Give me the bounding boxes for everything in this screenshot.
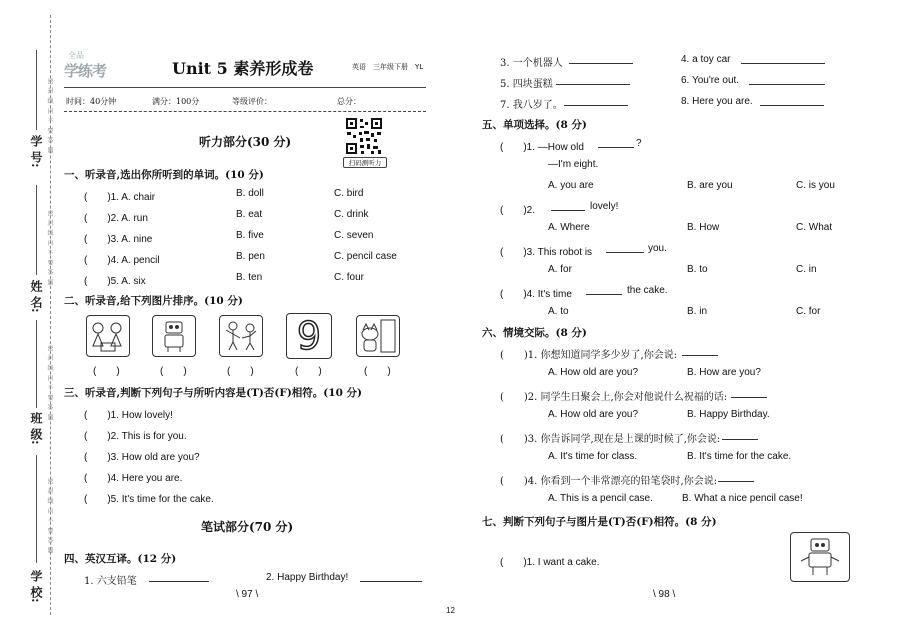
listening-title: 听力部分(30 分) bbox=[199, 135, 292, 149]
picture-children-dancing bbox=[219, 315, 263, 357]
s5-q1: ( )1. —How old bbox=[500, 142, 584, 153]
s6-q4-a: A. This is a pencil case. bbox=[548, 493, 653, 504]
s4-q7: 7. 我八岁了。 bbox=[500, 100, 563, 111]
s5-q2-b: B. How bbox=[687, 222, 720, 233]
score-info: 满分：100分 bbox=[152, 97, 200, 106]
written-title: 笔试部分(70 分) bbox=[201, 520, 294, 534]
s5-q3-tail: you. bbox=[648, 243, 667, 254]
s5-q4-blank[interactable] bbox=[586, 285, 622, 295]
s2-answer-1[interactable]: ( ) bbox=[93, 366, 120, 377]
id-write-line[interactable] bbox=[36, 50, 37, 130]
section7-heading: 七、判断下列句子与图片是(T)否(F)相符。(8 分) bbox=[482, 516, 717, 528]
s4-q5: 5. 四块蛋糕 bbox=[500, 79, 553, 90]
s4-q6-blank[interactable] bbox=[749, 75, 825, 85]
s1-q2-c: C. drink bbox=[334, 209, 369, 220]
s5-q2-tail: lovely! bbox=[590, 201, 619, 212]
s3-q5: ( )5. It's time for the cake. bbox=[84, 494, 214, 505]
s5-q1-a: A. you are bbox=[548, 180, 594, 191]
section2-heading: 二、听录音,给下列图片排序。(10 分) bbox=[64, 295, 243, 307]
s5-q4-a: A. to bbox=[548, 306, 569, 317]
s6-q2-b: B. Happy Birthday. bbox=[687, 409, 770, 420]
s1-q1-b: B. doll bbox=[236, 188, 264, 199]
seal-note: 密 封 线 内 不 要 答 题 bbox=[46, 345, 53, 422]
s6-q3: ( )3. 你告诉同学,现在是上课的时候了,你会说: bbox=[500, 434, 721, 445]
seal-note: 密 封 线 内 不 要 答 题 bbox=[46, 78, 53, 155]
s2-answer-2[interactable]: ( ) bbox=[160, 366, 187, 377]
s4-q6: 6. You're out. bbox=[681, 75, 740, 86]
s5-q1-blank[interactable] bbox=[598, 138, 634, 148]
seal-note: 密 封 线 内 不 要 答 题 bbox=[46, 478, 53, 555]
page-title: Unit 5 素养形成卷 bbox=[172, 59, 314, 78]
s6-q3-a: A. It's time for class. bbox=[548, 451, 638, 462]
subject-meta: 英语 三年级下册 YL bbox=[352, 63, 424, 71]
seal-note: 密 封 线 内 不 要 答 题 bbox=[46, 210, 53, 287]
s5-q4-b: B. in bbox=[687, 306, 708, 317]
s3-q3: ( )3. How old are you? bbox=[84, 452, 200, 463]
qr-code-icon[interactable] bbox=[344, 116, 384, 156]
binding-strip bbox=[0, 0, 58, 637]
s5-q3-c: C. in bbox=[796, 264, 817, 275]
name-write-line[interactable] bbox=[36, 185, 37, 275]
s2-answer-4[interactable]: ( ) bbox=[295, 366, 322, 377]
class-label: 班 级: bbox=[29, 412, 43, 445]
s5-q1-c: C. is you bbox=[796, 180, 835, 191]
s5-q2-a: A. Where bbox=[548, 222, 590, 233]
s5-q3-a: A. for bbox=[548, 264, 572, 275]
s5-q3: ( )3. This robot is bbox=[500, 247, 593, 258]
s6-q4-b: B. What a nice pencil case! bbox=[682, 493, 803, 504]
id-label: 学 号: bbox=[29, 135, 43, 168]
picture-children-party bbox=[86, 315, 130, 357]
grade-info: 等级评价： bbox=[232, 97, 272, 106]
s5-q2-blank[interactable] bbox=[551, 201, 585, 211]
s5-q1-b: B. are you bbox=[687, 180, 733, 191]
s4-q3-blank[interactable] bbox=[569, 54, 633, 64]
logo-main-text: 学练考 bbox=[64, 62, 107, 80]
picture-robot bbox=[152, 315, 196, 357]
s1-q3: ( )3. A. nine bbox=[84, 234, 153, 245]
left-page-number: \ 97 \ bbox=[236, 589, 259, 600]
s1-q5: ( )5. A. six bbox=[84, 276, 146, 287]
s6-q3-blank[interactable] bbox=[722, 430, 758, 440]
s4-q1: 1. 六支铅笔 bbox=[84, 576, 137, 587]
s6-q4-blank[interactable] bbox=[718, 472, 754, 482]
s1-q3-c: C. seven bbox=[334, 230, 374, 241]
s4-q5-blank[interactable] bbox=[556, 75, 630, 85]
picture-cat-at-door bbox=[356, 315, 400, 357]
school-write-line[interactable] bbox=[36, 455, 37, 563]
s1-q2-b: B. eat bbox=[236, 209, 263, 220]
s3-q1: ( )1. How lovely! bbox=[84, 410, 173, 421]
s5-q3-b: B. to bbox=[687, 264, 708, 275]
section4-heading: 四、英汉互译。(12 分) bbox=[64, 553, 177, 565]
s5-q4-c: C. for bbox=[796, 306, 821, 317]
s1-q4-b: B. pen bbox=[236, 251, 265, 262]
s1-q1: ( )1. A. chair bbox=[84, 192, 156, 203]
s5-q2-c: C. What bbox=[796, 222, 833, 233]
logo bbox=[64, 50, 114, 78]
s3-q4: ( )4. Here you are. bbox=[84, 473, 183, 484]
s6-q1: ( )1. 你想知道同学多少岁了,你会说: bbox=[500, 350, 678, 361]
s2-answer-5[interactable]: ( ) bbox=[364, 366, 391, 377]
s4-q2: 2. Happy Birthday! bbox=[266, 572, 349, 583]
s2-answer-3[interactable]: ( ) bbox=[227, 366, 254, 377]
s5-q4: ( )4. It's time bbox=[500, 289, 572, 300]
s6-q3-b: B. It's time for the cake. bbox=[687, 451, 792, 462]
s1-q5-c: C. four bbox=[334, 272, 365, 283]
number-nine: 9 bbox=[296, 314, 322, 358]
s6-q2-blank[interactable] bbox=[731, 388, 767, 398]
s6-q1-b: B. How are you? bbox=[687, 367, 761, 378]
school-label: 学 校: bbox=[29, 570, 43, 603]
section5-heading: 五、单项选择。(8 分) bbox=[482, 119, 587, 131]
s6-q1-blank[interactable] bbox=[682, 346, 718, 356]
s1-q5-b: B. ten bbox=[236, 272, 263, 283]
s1-q3-b: B. five bbox=[236, 230, 264, 241]
section1-heading: 一、听录音,选出你所听到的单词。(10 分) bbox=[64, 169, 264, 181]
s1-q1-c: C. bird bbox=[334, 188, 364, 199]
header-rule-top bbox=[64, 87, 426, 88]
s4-q3: 3. 一个机器人 bbox=[500, 58, 563, 69]
s5-q3-blank[interactable] bbox=[606, 243, 644, 253]
class-write-line[interactable] bbox=[36, 320, 37, 408]
logo-top-text: 全品 bbox=[68, 51, 84, 60]
s1-q4-c: C. pencil case bbox=[334, 251, 397, 262]
s5-q1-tail: ? bbox=[636, 138, 642, 149]
s3-q2: ( )2. This is for you. bbox=[84, 431, 187, 442]
picture-robot-cake bbox=[790, 532, 850, 582]
s1-q2: ( )2. A. run bbox=[84, 213, 148, 224]
s4-q4-blank[interactable] bbox=[741, 54, 825, 64]
s4-q8: 8. Here you are. bbox=[681, 96, 753, 107]
total-info: 总分： bbox=[337, 97, 361, 106]
s6-q4: ( )4. 你看到一个非常漂亮的铅笔袋时,你会说: bbox=[500, 476, 718, 487]
section6-heading: 六、情境交际。(8 分) bbox=[482, 327, 587, 339]
s4-q1-blank[interactable] bbox=[149, 572, 209, 582]
name-label: 姓 名: bbox=[29, 280, 43, 313]
sheet-number: 12 bbox=[446, 606, 455, 615]
s5-q2: ( )2. bbox=[500, 205, 535, 216]
picture-number-nine bbox=[286, 313, 332, 359]
section3-heading: 三、听录音,判断下列句子与所听内容是(T)否(F)相符。(10 分) bbox=[64, 387, 362, 399]
s4-q8-blank[interactable] bbox=[760, 96, 824, 106]
right-page-number: \ 98 \ bbox=[653, 589, 676, 600]
s5-q1-reply: —I'm eight. bbox=[548, 159, 599, 170]
s6-q1-a: A. How old are you? bbox=[548, 367, 639, 378]
s5-q4-tail: the cake. bbox=[627, 285, 668, 296]
time-info: 时间：40分钟 bbox=[66, 97, 117, 106]
s4-q4: 4. a toy car bbox=[681, 54, 731, 65]
qr-caption: 扫码测听力 bbox=[343, 157, 387, 168]
s7-q1: ( )1. I want a cake. bbox=[500, 557, 600, 568]
s4-q2-blank[interactable] bbox=[360, 572, 422, 582]
s6-q2-a: A. How old are you? bbox=[548, 409, 639, 420]
s4-q7-blank[interactable] bbox=[564, 96, 628, 106]
s1-q4: ( )4. A. pencil bbox=[84, 255, 160, 266]
header-rule-bottom bbox=[64, 111, 426, 112]
s6-q2: ( )2. 同学生日聚会上,你会对他说什么祝福的话: bbox=[500, 392, 728, 403]
